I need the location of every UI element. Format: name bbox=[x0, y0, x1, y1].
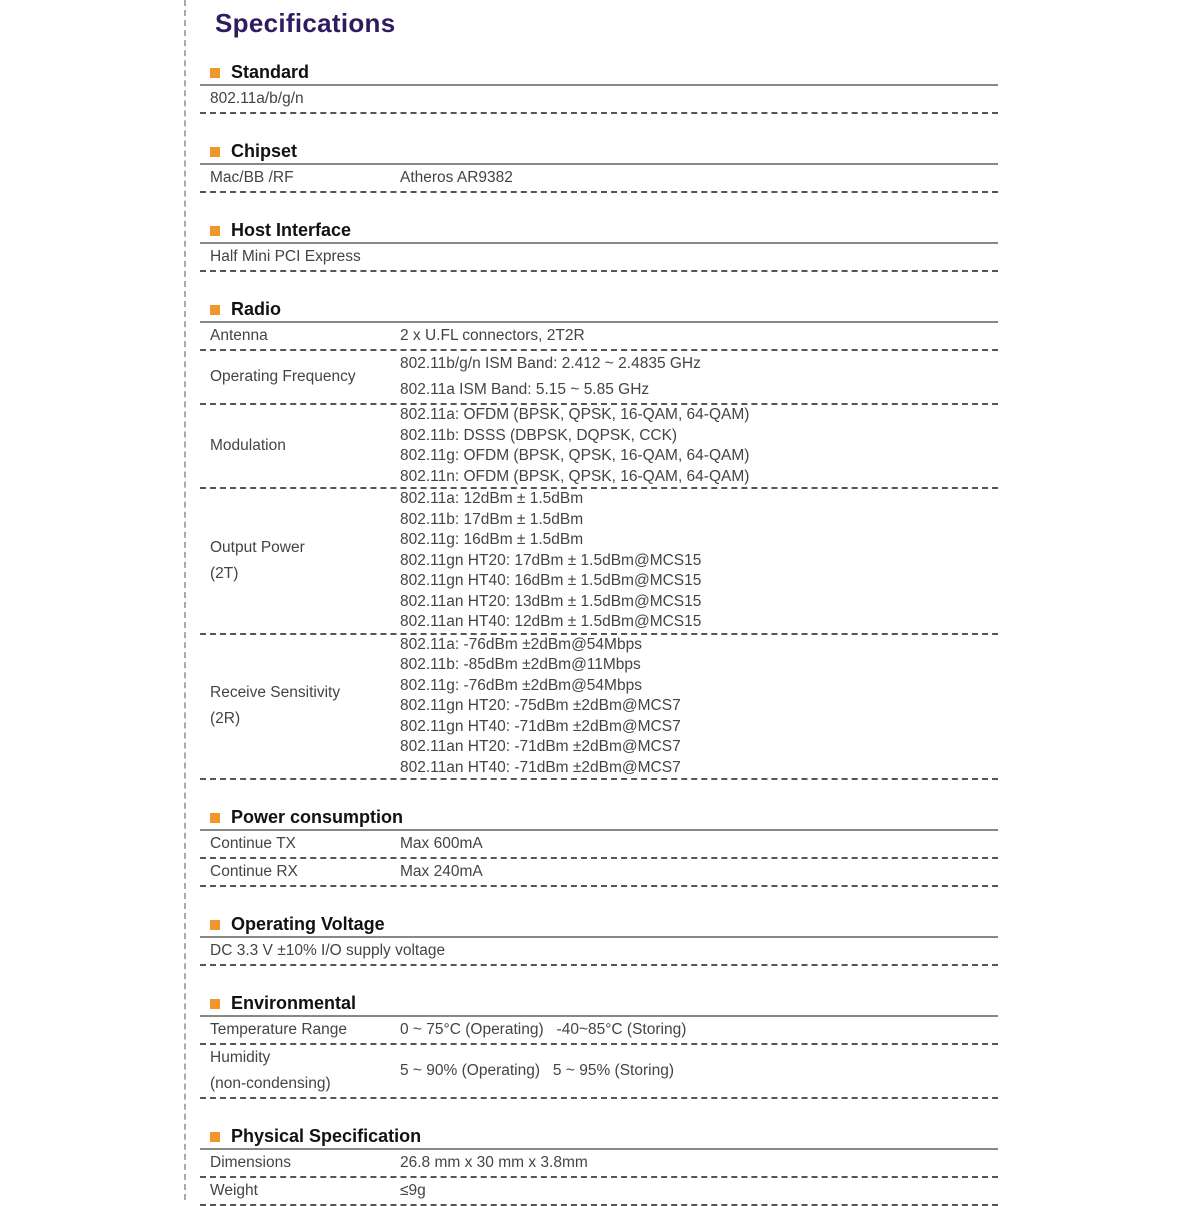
spec-label-line: Temperature Range bbox=[210, 1021, 347, 1038]
spec-value-line: 802.11gn HT20: 17dBm ± 1.5dBm@MCS15 bbox=[400, 551, 702, 569]
bullet-square-icon bbox=[210, 813, 220, 823]
spec-label-line: Dimensions bbox=[210, 1154, 291, 1171]
bullet-square-icon bbox=[210, 226, 220, 236]
spec-label-line: Mac/BB /RF bbox=[210, 169, 294, 186]
spec-value-line: 802.11b: 17dBm ± 1.5dBm bbox=[400, 510, 584, 528]
spec-label bbox=[200, 405, 400, 487]
spec-value-line: 802.11g: 16dBm ± 1.5dBm bbox=[400, 531, 584, 548]
spec-label-line: Modulation bbox=[210, 437, 286, 454]
spec-value-line: 802.11n: OFDM (BPSK, QPSK, 16-QAM, 64-QAM) bbox=[400, 467, 750, 485]
spec-label bbox=[200, 489, 400, 633]
spec-value-line: 802.11an HT40: -71dBm ±2dBm@MCS7 bbox=[400, 758, 681, 776]
spec-label bbox=[200, 165, 400, 191]
spec-value-line: 26.8 mm x 30 mm x 3.8mm bbox=[400, 1154, 588, 1171]
section-heading-text: Power consumption bbox=[231, 807, 404, 827]
spec-value bbox=[400, 405, 998, 487]
spec-row bbox=[200, 405, 998, 489]
spec-label bbox=[200, 635, 400, 779]
spec-label-line: Output Power bbox=[210, 538, 305, 556]
spec-row bbox=[200, 1178, 998, 1206]
spec-label-line: Half Mini PCI Express bbox=[210, 248, 361, 265]
spec-row bbox=[200, 1045, 998, 1099]
spec-label-line: (2T) bbox=[210, 564, 239, 582]
spec-value bbox=[400, 859, 998, 885]
spec-value bbox=[400, 1178, 998, 1204]
spec-row bbox=[200, 351, 998, 405]
bullet-square-icon bbox=[210, 1132, 220, 1142]
section-heading-operating-voltage bbox=[200, 887, 998, 938]
spec-value-line: Atheros AR9382 bbox=[400, 169, 513, 186]
spec-label-line: Continue TX bbox=[210, 835, 296, 852]
section-heading-text: Standard bbox=[231, 62, 310, 82]
spec-value-line: ≤9g bbox=[400, 1182, 426, 1199]
section-heading-text: Physical Specification bbox=[231, 1126, 422, 1146]
spec-row bbox=[200, 165, 998, 193]
section-heading-text: Chipset bbox=[231, 141, 298, 161]
spec-label-line: DC 3.3 V ±10% I/O supply voltage bbox=[210, 942, 446, 959]
spec-label-line: Antenna bbox=[210, 327, 268, 344]
spec-value-line: 802.11b/g/n ISM Band: 2.412 ~ 2.4835 GHz bbox=[400, 355, 701, 372]
spec-row bbox=[200, 1150, 998, 1178]
spec-value-line: 5 ~ 90% (Operating) 5 ~ 95% (Storing) bbox=[400, 1062, 674, 1079]
spec-value-line: 802.11gn HT20: -75dBm ±2dBm@MCS7 bbox=[400, 697, 681, 714]
page-margin-line bbox=[184, 0, 186, 1200]
spec-value bbox=[400, 831, 998, 857]
spec-label bbox=[200, 1150, 400, 1176]
spec-value-line: Max 240mA bbox=[400, 863, 483, 880]
spec-label bbox=[200, 323, 400, 349]
bullet-square-icon bbox=[210, 999, 220, 1009]
spec-label-line: (2R) bbox=[210, 710, 241, 728]
spec-label-line: Humidity bbox=[210, 1049, 271, 1066]
spec-value-line: 802.11a: -76dBm ±2dBm@54Mbps bbox=[400, 635, 642, 653]
section-heading-physical-specification bbox=[200, 1099, 998, 1150]
spec-label-line: (non-condensing) bbox=[210, 1075, 331, 1092]
section-heading-environmental bbox=[200, 966, 998, 1017]
section-heading-chipset bbox=[200, 114, 998, 165]
section-heading-radio bbox=[200, 272, 998, 323]
spec-value bbox=[400, 635, 998, 779]
section-heading-host-interface bbox=[200, 193, 998, 244]
spec-row bbox=[200, 244, 998, 272]
spec-value-line: 2 x U.FL connectors, 2T2R bbox=[400, 327, 585, 344]
spec-label bbox=[200, 831, 400, 857]
spec-row bbox=[200, 86, 998, 114]
section-heading-power-consumption bbox=[200, 780, 998, 831]
spec-value-line: 802.11an HT20: -71dBm ±2dBm@MCS7 bbox=[400, 738, 681, 755]
section-heading-text: Radio bbox=[231, 299, 282, 319]
spec-value bbox=[400, 489, 998, 633]
section-heading-text: Host Interface bbox=[231, 220, 352, 240]
spec-row bbox=[200, 1017, 998, 1045]
spec-row bbox=[200, 323, 998, 351]
spec-value-line: 0 ~ 75°C (Operating) -40~85°C (Storing) bbox=[400, 1021, 687, 1038]
spec-value bbox=[400, 351, 998, 403]
spec-label-line: Continue RX bbox=[210, 863, 298, 880]
spec-row bbox=[200, 831, 998, 859]
spec-value bbox=[400, 1150, 998, 1176]
spec-label bbox=[200, 244, 998, 270]
spec-value bbox=[400, 165, 998, 191]
bullet-square-icon bbox=[210, 305, 220, 315]
spec-value bbox=[400, 323, 998, 349]
spec-value-line: 802.11a: OFDM (BPSK, QPSK, 16-QAM, 64-QAM) bbox=[400, 406, 750, 423]
spec-label-line: Receive Sensitivity bbox=[210, 684, 341, 702]
spec-value-line: Max 600mA bbox=[400, 835, 483, 852]
spec-value bbox=[400, 1045, 998, 1097]
spec-value-line: 802.11an HT40: 12dBm ± 1.5dBm@MCS15 bbox=[400, 613, 702, 630]
bullet-square-icon bbox=[210, 68, 220, 78]
spec-label bbox=[200, 1178, 400, 1204]
spec-row bbox=[200, 859, 998, 887]
spec-label bbox=[200, 351, 400, 403]
spec-label bbox=[200, 1045, 400, 1097]
spec-label bbox=[200, 1017, 400, 1043]
spec-row bbox=[200, 938, 998, 966]
spec-row bbox=[200, 489, 998, 635]
spec-label bbox=[200, 938, 998, 964]
spec-value-line: 802.11g: -76dBm ±2dBm@54Mbps bbox=[400, 676, 642, 694]
page-title: Specifications bbox=[215, 8, 396, 38]
spec-label-line: Operating Frequency bbox=[210, 368, 356, 385]
bullet-square-icon bbox=[210, 920, 220, 930]
spec-value-line: 802.11gn HT40: -71dBm ±2dBm@MCS7 bbox=[400, 717, 681, 735]
section-heading-standard bbox=[200, 35, 998, 86]
spec-value-line: 802.11g: OFDM (BPSK, QPSK, 16-QAM, 64-QAM) bbox=[400, 447, 750, 464]
spec-row bbox=[200, 635, 998, 781]
spec-label-line: 802.11a/b/g/n bbox=[210, 90, 304, 107]
spec-value-line: 802.11an HT20: 13dBm ± 1.5dBm@MCS15 bbox=[400, 592, 702, 610]
spec-value-line: 802.11gn HT40: 16dBm ± 1.5dBm@MCS15 bbox=[400, 572, 702, 589]
spec-value-line: 802.11a: 12dBm ± 1.5dBm bbox=[400, 490, 584, 507]
section-heading-text: Operating Voltage bbox=[231, 914, 385, 934]
spec-value-line: 802.11b: DSSS (DBPSK, DQPSK, CCK) bbox=[400, 426, 678, 444]
spec-value-line: 802.11a ISM Band: 5.15 ~ 5.85 GHz bbox=[400, 381, 650, 398]
spec-value bbox=[400, 1017, 998, 1043]
spec-label-line: Weight bbox=[210, 1182, 258, 1199]
section-heading-text: Environmental bbox=[231, 993, 357, 1013]
specifications-document bbox=[200, 0, 998, 1206]
bullet-square-icon bbox=[210, 147, 220, 157]
spec-label bbox=[200, 859, 400, 885]
spec-value-line: 802.11b: -85dBm ±2dBm@11Mbps bbox=[400, 656, 641, 673]
spec-label bbox=[200, 86, 998, 112]
